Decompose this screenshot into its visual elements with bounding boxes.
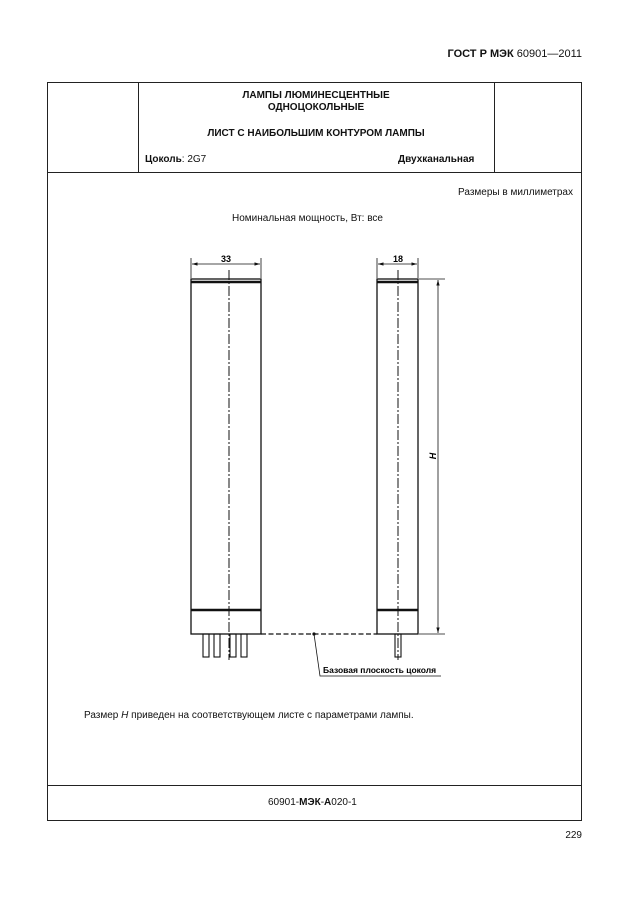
page-number: 229 — [565, 830, 582, 841]
sheet-code-mid: - — [320, 797, 325, 808]
front-view — [191, 258, 261, 660]
standard-prefix: ГОСТ Р МЭК — [447, 48, 514, 60]
front-body-outline — [191, 279, 261, 634]
pin-2 — [214, 634, 220, 657]
base-label: Цоколь — [145, 154, 182, 165]
base-plane-point — [312, 632, 315, 635]
units-note: Размеры в миллиметрах — [458, 187, 573, 198]
sheet-code-bold1: МЭК — [299, 797, 321, 808]
depth-dimension-label: 18 — [392, 254, 404, 264]
sheet-code-bold2: А — [324, 797, 332, 808]
pin-1 — [203, 634, 209, 657]
sheet-subtitle: ЛИСТ С НАИБОЛЬШИМ КОНТУРОМ ЛАМПЫ — [207, 128, 425, 139]
sheet-code-prefix: 60901- — [268, 797, 300, 808]
base-plane-label: Базовая плоскость цоколя — [323, 665, 437, 675]
pin-3 — [230, 634, 236, 657]
standard-number: 60901—2011 — [516, 48, 582, 60]
footnote-after: приведен на соответствующем листе с параметрами лампы. — [128, 710, 414, 721]
height-dimension-label: H — [428, 452, 438, 460]
base-value: : 2G7 — [181, 154, 207, 165]
sheet-title-line1: ЛАМПЫ ЛЮМИНЕСЦЕНТНЫЕ — [242, 90, 390, 101]
footnote-symbol: H — [121, 710, 129, 721]
sheet-title-line2: ОДНОЦОКОЛЬНЫЕ — [267, 102, 365, 113]
channel-type: Двухканальная — [398, 154, 475, 165]
power-note: Номинальная мощность, Вт: все — [232, 213, 383, 224]
width-dimension-label: 33 — [220, 254, 232, 264]
pin-4 — [241, 634, 247, 657]
sheet-code — [268, 797, 357, 808]
footnote — [84, 710, 414, 721]
footnote-before: Размер — [84, 710, 122, 721]
sheet-code-suffix: 020-1 — [331, 797, 357, 808]
